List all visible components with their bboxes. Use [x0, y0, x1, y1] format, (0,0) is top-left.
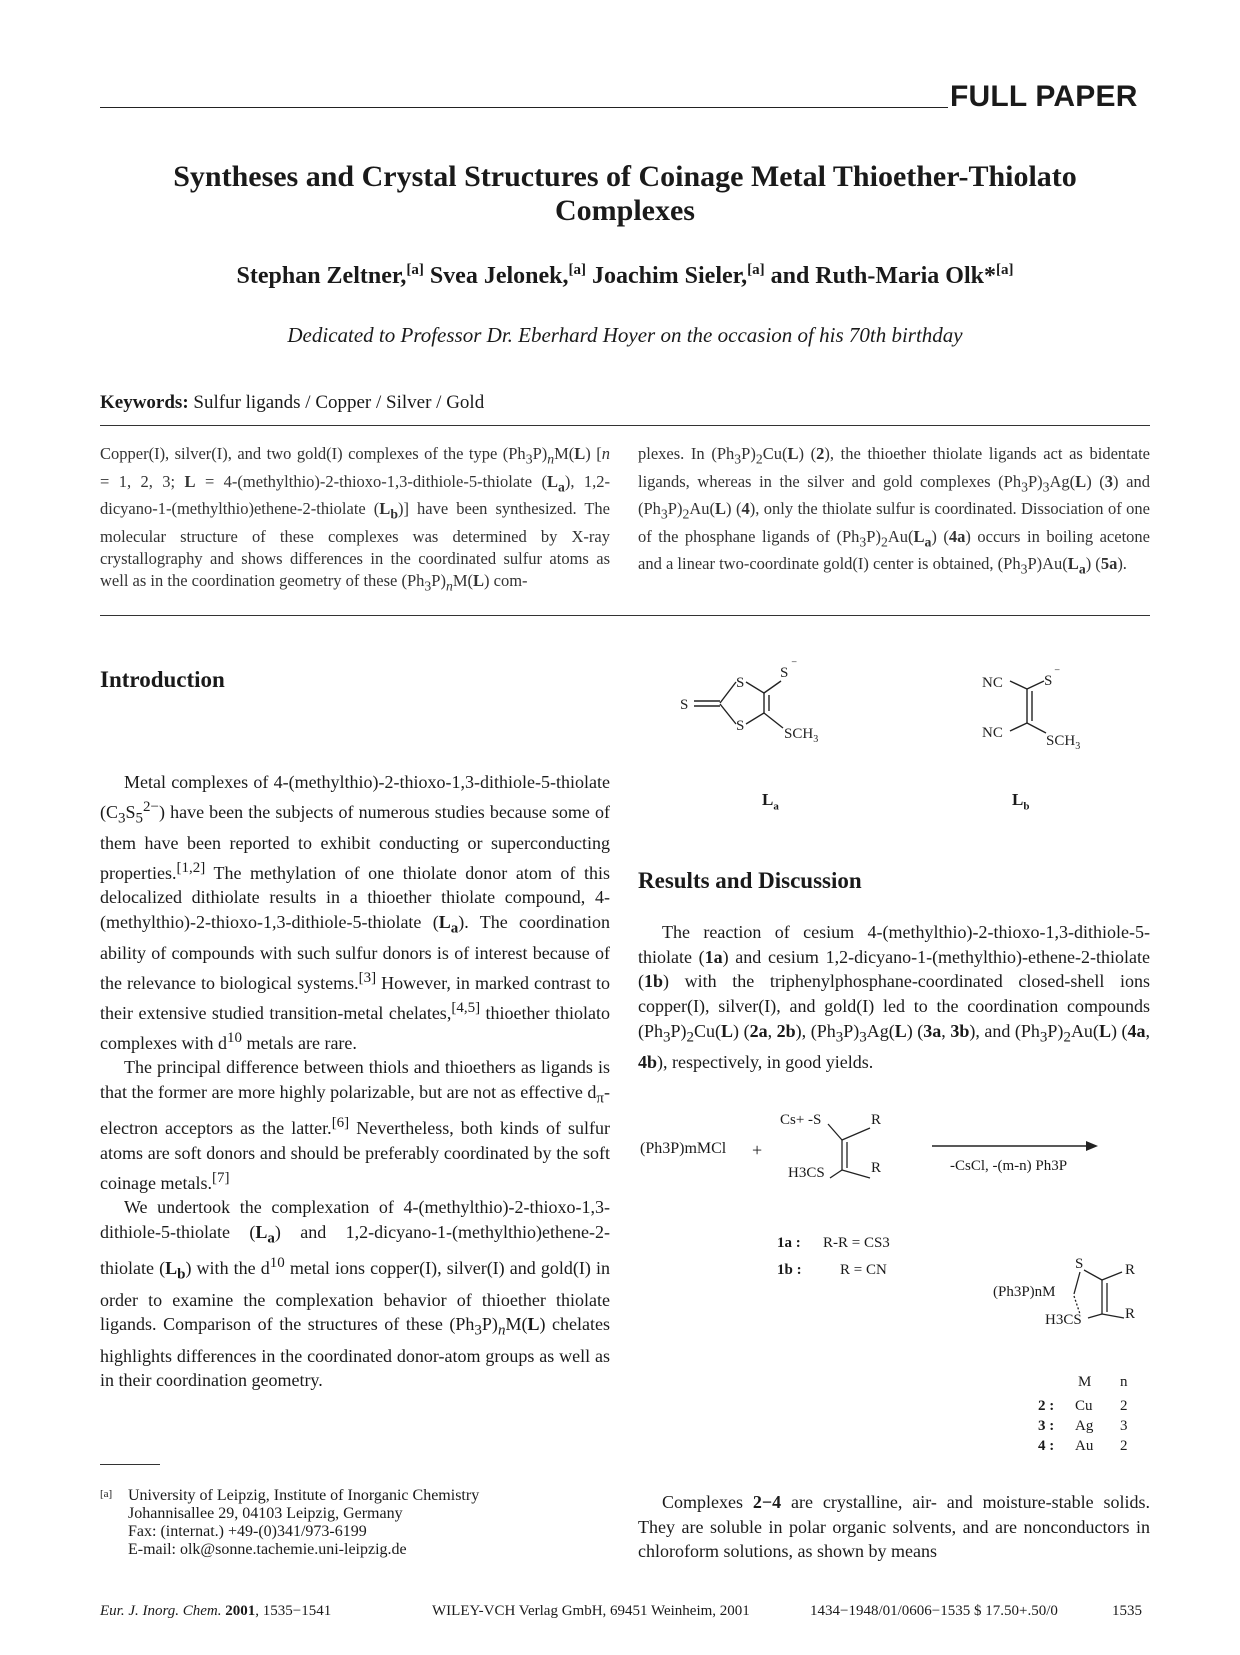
author-name: Svea Jelonek, — [429, 263, 569, 289]
product-bonds — [1060, 1262, 1140, 1332]
ligand-lb-label: $L_b$ — [1012, 790, 1030, 813]
table-row-id: 3 : — [1038, 1418, 1055, 1434]
table-row-n: 3 — [1120, 1418, 1128, 1434]
results-text-continued: Complexes 2−4 are crystalline, air- and moisture-stable solids. They are soluble in polar organic solvents, and are nonconductors in chloroform solutions, as shown by means — [638, 1492, 1150, 1562]
section-label: FULL PAPER — [950, 80, 1138, 113]
scheme-r-top: R — [871, 1112, 882, 1128]
abstract-bottom-rule — [100, 615, 1150, 616]
abstract-top-rule — [100, 425, 1150, 426]
affiliation-mark: [a] — [406, 262, 424, 278]
svg-text:SCH3: $SCH_3$ — [1046, 733, 1081, 752]
table-row-n: 2 — [1120, 1398, 1128, 1414]
table-row-m: Cu — [1075, 1398, 1093, 1414]
footnote-mark: [a] — [100, 1488, 113, 1500]
affiliation-mark: [a] — [747, 262, 765, 278]
dedication: Dedicated to Professor Dr. Eberhard Hoyer on the occasion of his 70th birthday — [287, 323, 963, 347]
scheme-variant-id: 1a : — [777, 1235, 801, 1251]
footer-citation — [100, 1603, 331, 1620]
author-name: and Ruth-Maria Olk* — [770, 263, 996, 289]
results-heading: Results and Discussion — [638, 868, 862, 893]
keywords-text: Sulfur ligands / Copper / Silver / Gold — [193, 392, 485, 413]
ligand-la-label: $L_a$ — [762, 790, 779, 813]
table-row-id: 4 : — [1038, 1438, 1055, 1454]
table-row-n: 2 — [1120, 1438, 1128, 1454]
scheme-variant-def: R-R = CS3 — [823, 1235, 890, 1251]
ligand-la-structure — [680, 655, 819, 755]
svg-text:S: S — [680, 697, 689, 713]
introduction-text: Metal complexes of 4-(methylthio)-2-thioxo-1,3-dithiole-5-thiolate $(C_3S_5^{2-})$ have been the subjects of numerous studies because some of them have been reported to exhibit conducting or superconducting properties.[1,2] The methylation of one thiolate donor atom of this delocalized dithiolate results in a thioether thiolate compound, 4-(methylthio)-2-thioxo-1,3-dithiole-5-thiolate $(L_a)$. The coordination ability of compounds with such sulfur donors is of interest because of the relevance to biological systems.[3] However, in marked contrast to their extensive studied transition-metal chelates,[4,5] thioether thiolato complexes with $d^{10}$ metals are rare. The principal difference between thiols and thioethers as ligands is that the former are more highly polarizable, but are not as effective $d_\pi$-electron acceptors as the latter.[6] Nevertheless, both kinds of sulfur atoms are soft donors and should be preferably coordinated by the soft coinage metals.[7] We undertook the complexation of 4-(methylthio)-2-thioxo-1,3-dithiole-5-thiolate $(L_a)$ and 1,2-dicyano-1-(methylthio)ethene-2-thiolate $(L_b)$ with the $d^{10}$ metal ions copper(I), silver(I) and gold(I) in order to examine the complexation behavior of thioether thiolate ligands. Comparison of the structures of these $(Ph_3P)_nM(L)$ chelates highlights differences in the coordinated donor-atom groups as well as in their coordination geometry. — [100, 772, 611, 1391]
svg-text:NC: NC — [982, 675, 1003, 691]
abstract-column-left: Copper(I), silver(I), and two gold(I) complexes of the type $(Ph_3P)_nM(L) [n = 1$, 2, 3; L = 4-(methylthio)-2-thioxo-1,3-dithiole-5-thiolate $(L_a)$, 1,2-dicyano-1-(methylthio)ethene-2-thiolate $(L_b)$] have been synthesized. The molecular structure of these complexes was determined by X-ray crystallography and shows differences in the coordinated sulfur atoms as well as in the coordination geometry of these $(Ph_3P)_nM(L)$ com- — [100, 444, 611, 594]
svg-text:⁻: ⁻ — [791, 657, 798, 671]
svg-text:S: S — [780, 665, 789, 681]
author-list — [100, 262, 1150, 290]
svg-text:S: S — [736, 718, 745, 734]
ligand-lb-structure — [980, 665, 1100, 755]
footer-pages: , 1535−1541 — [255, 1603, 332, 1619]
scheme-plus: + — [752, 1140, 763, 1160]
affiliation-footnote — [100, 1487, 620, 1559]
scheme-arrow-label: -CsCl, -(m-n) Ph3P — [950, 1158, 1068, 1174]
product-r-top: R — [1125, 1262, 1136, 1278]
affiliation-mark: [a] — [995, 262, 1014, 278]
author-name: Stephan Zeltner, — [236, 263, 407, 289]
scheme-salt-bottom: H3CS — [788, 1165, 825, 1181]
footnote-rule — [100, 1464, 160, 1465]
product-sulfur: S — [1075, 1256, 1084, 1272]
footer-issn: 1434−1948/01/0606−1535 $ 17.50+.50/0 — [810, 1603, 1058, 1619]
table-header-m: M — [1078, 1374, 1092, 1390]
keywords — [100, 392, 1150, 414]
author-name: Joachim Sieler, — [592, 263, 748, 289]
scheme-reaction-arrow — [930, 1138, 1100, 1154]
table-row-id: 2 : — [1038, 1398, 1055, 1414]
svg-text:S: S — [1044, 673, 1053, 689]
keywords-label: Keywords: — [100, 392, 189, 413]
product-thioether: H3CS — [1045, 1312, 1082, 1328]
scheme-variant-def: R = CN — [840, 1262, 887, 1278]
svg-text:NC: NC — [982, 725, 1003, 741]
scheme-salt-top: Cs+ -S — [780, 1112, 822, 1128]
table-row-m: Ag — [1075, 1418, 1094, 1434]
footnote-line: E-mail: olk@sonne.tachemie.uni-leipzig.de — [128, 1541, 407, 1558]
footnote-line: Johannisallee 29, 04103 Leipzig, Germany — [128, 1505, 403, 1522]
product-r-bottom: R — [1125, 1306, 1136, 1322]
table-header-n: n — [1120, 1374, 1128, 1390]
results-text: The reaction of cesium 4-(methylthio)-2-thioxo-1,3-dithiole-5-thiolate (1a) and cesium 1,2-dicyano-1-(methylthio)-ethene-2-thiolate (1b) with the triphenylphosphane-coordinated closed-shell ions copper(I), silver(I), and gold(I) led to the coordination compounds $(Ph_3P)_2Cu(L)$ (2a, 2b), $(Ph_3P)_3Ag(L)$ (3a, 3b), and $(Ph_3P)_2Au(L)$ (4a, 4b), respectively, in good yields. — [638, 922, 1150, 1073]
product-metal: (Ph3P)nM — [993, 1284, 1056, 1300]
scheme-variant-id: 1b : — [777, 1262, 802, 1278]
scheme-r-bottom: R — [871, 1160, 882, 1176]
footer-journal: Eur. J. Inorg. Chem. — [100, 1603, 222, 1619]
scheme-reactant: (Ph3P)mMCl — [640, 1140, 727, 1157]
paper-title: Syntheses and Crystal Structures of Coinage Metal Thioether-Thiolato Complexes — [173, 160, 1077, 227]
header-rule — [100, 107, 948, 108]
scheme-salt-bonds — [820, 1118, 880, 1188]
footer-year: 2001 — [225, 1603, 256, 1619]
introduction-heading: Introduction — [100, 667, 225, 692]
footnote-line: University of Leipzig, Institute of Inorganic Chemistry — [128, 1487, 480, 1504]
svg-text:SCH3: $SCH_3$ — [784, 726, 819, 745]
svg-text:S: S — [736, 675, 745, 691]
footer-publisher: WILEY-VCH Verlag GmbH, 69451 Weinheim, 2001 — [432, 1603, 750, 1619]
abstract-column-right: plexes. In $(Ph_3P)_2Cu(L)$ (2), the thioether thiolate ligands act as bidentate ligands, whereas in the silver and gold complexes $(Ph_3P)_3Ag(L)$ (3) and $(Ph_3P)_2Au(L)$ (4), only the thiolate sulfur is coordinated. Dissociation of one of the phosphane ligands of $(Ph_3P)_2Au(L_a)$ (4a) occurs in boiling acetone and a linear two-coordinate gold(I) center is obtained, $(Ph_3P)Au(L_a)$ (5a). — [638, 444, 1150, 577]
svg-text:⁻: ⁻ — [1054, 665, 1061, 679]
affiliation-mark: [a] — [568, 262, 586, 278]
table-row-m: Au — [1075, 1438, 1094, 1454]
footnote-line: Fax: (internat.) +49-(0)341/973-6199 — [128, 1523, 367, 1540]
page-number: 1535 — [1112, 1603, 1142, 1619]
